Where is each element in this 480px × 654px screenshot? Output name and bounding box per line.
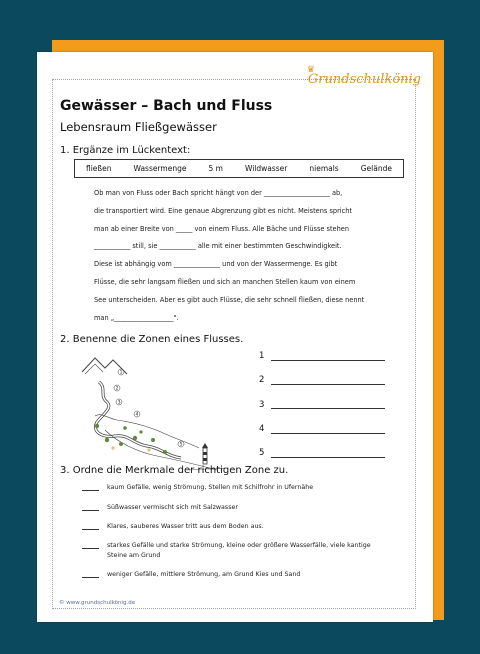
word-bank-word: fließen — [86, 164, 112, 173]
zone-marker: 4 — [135, 412, 139, 418]
feature-text: Steine am Grund — [107, 552, 161, 559]
worksheet-subtitle: Lebensraum Fließgewässer — [60, 120, 217, 134]
feature-item — [82, 541, 412, 570]
feature-item — [82, 503, 412, 522]
answer-line[interactable] — [271, 408, 385, 409]
zone-answer-lines — [259, 344, 409, 465]
feature-text: starkes Gefälle und starke Strömung, kleine oder größere Wasserfälle, viele kantige — [107, 542, 371, 549]
crown-icon: ♛ — [306, 65, 315, 75]
zone-blank[interactable] — [82, 483, 99, 491]
answer-line[interactable] — [271, 433, 385, 434]
zone-marker: 1 — [119, 370, 123, 376]
cloze-line: ___________ still, sie ___________ alle mit einer bestimmten Geschwindigkeit. — [94, 242, 342, 251]
feature-item — [82, 522, 412, 541]
zone-blank[interactable] — [82, 541, 99, 549]
feature-text: kaum Gefälle, wenig Strömung, Stellen mit Schilfrohr in Ufernähe — [107, 484, 314, 491]
answer-row — [259, 417, 409, 441]
cloze-line: man ab einer Breite von _____ von einem Fluss. Alle Bäche und Flüsse stehen — [94, 224, 350, 233]
feature-list — [82, 483, 412, 584]
task3-heading: 3. Ordne die Merkmale der richtigen Zone zu. — [60, 465, 289, 476]
worksheet-title: Gewässer – Bach und Fluss — [60, 98, 273, 114]
cloze-text — [94, 185, 404, 327]
cloze-line: See unterscheiden. Aber es gibt auch Flüsse, die sehr schnell fließen, diese nennt — [94, 295, 365, 304]
answer-line[interactable] — [271, 457, 385, 458]
answer-number: 4 — [259, 424, 265, 435]
cloze-line: man „__________________". — [94, 313, 179, 322]
zone-blank[interactable] — [82, 570, 99, 578]
task2-heading: 2. Benenne die Zonen eines Flusses. — [60, 334, 244, 345]
answer-number: 5 — [259, 448, 265, 459]
feature-item — [82, 570, 412, 584]
cloze-line: Ob man von Fluss oder Bach spricht hängt von der ____________________ ab, — [94, 189, 343, 197]
cloze-line: die transportiert wird. Eine genaue Abgrenzung gibt es nicht. Meistens spricht — [94, 206, 353, 215]
cloze-line: Flüsse, die sehr langsam fließen und sich an manchen Stellen kaum von einem — [94, 277, 356, 286]
word-bank-word: 5 m — [208, 164, 223, 173]
logo: Grundschulkönig — [307, 72, 421, 87]
feature-item — [82, 483, 412, 503]
word-bank-word: Wassermenge — [133, 164, 187, 173]
feature-text: weniger Gefälle, mittlere Strömung, am Grund Kies und Sand — [107, 571, 301, 578]
answer-row — [259, 393, 409, 417]
cloze-line: Diese ist abhängig vom ______________ und von der Wassermenge. Es gibt — [94, 260, 338, 269]
answer-line[interactable] — [271, 360, 385, 361]
answer-line[interactable] — [271, 384, 385, 385]
zone-marker: 5 — [179, 442, 183, 448]
answer-row — [259, 344, 409, 368]
zone-blank[interactable] — [82, 503, 99, 511]
worksheet-page — [37, 52, 433, 622]
footer-copyright[interactable]: © www.grundschulkönig.de — [59, 600, 136, 606]
zone-marker: 2 — [115, 386, 119, 392]
word-bank — [74, 159, 404, 178]
zone-marker: 3 — [117, 400, 121, 406]
answer-number: 1 — [259, 351, 265, 362]
answer-number: 2 — [259, 375, 265, 386]
answer-number: 3 — [259, 399, 265, 410]
word-bank-word: Wildwasser — [244, 164, 288, 173]
feature-text: Klares, sauberes Wasser tritt aus dem Boden aus. — [107, 523, 264, 530]
word-bank-word: niemals — [309, 164, 339, 173]
task1-heading: 1. Ergänze im Lückentext: — [60, 145, 191, 156]
feature-text: Süßwasser vermischt sich mit Salzwasser — [107, 504, 238, 511]
answer-row — [259, 441, 409, 465]
zone-blank[interactable] — [82, 522, 99, 530]
word-bank-word: Gelände — [360, 164, 392, 173]
answer-row — [259, 368, 409, 392]
